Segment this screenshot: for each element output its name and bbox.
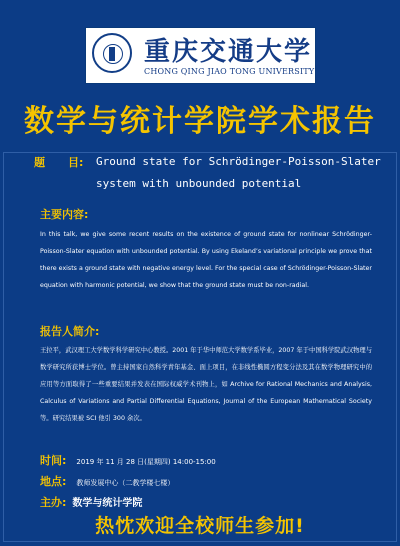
abstract-text: In this talk, we give some recent results on the existence of ground state for nonlinear Schrödinger-Poisson-Slater equation with unbounded potential. By using Ekeland’s variational principle we prove that there exists a ground state with negative energy level. For the special case of Schrödinger-Poisson-Slater equation with harmonic potential, we show that the ground state must be non-radial. xyxy=(40,231,372,289)
university-logo-banner xyxy=(85,27,316,84)
logo-name-en: CHONG QING JIAO TONG UNIVERSITY xyxy=(144,67,315,76)
place-value: 教师发展中心（二教学楼七楼） xyxy=(76,479,175,487)
host-row xyxy=(40,491,142,510)
time-label: 时间: xyxy=(40,454,67,467)
page-title: 数学与统计学院学术报告 xyxy=(24,104,376,139)
abstract-label: 主要内容: xyxy=(40,208,89,221)
logo-name-cn: 重庆交通大学 xyxy=(144,37,313,67)
place-row xyxy=(40,470,174,489)
topic-title-line2: system with unbounded potential xyxy=(96,177,302,190)
time-row xyxy=(40,449,216,468)
host-value: 数学与统计学院 xyxy=(72,498,143,509)
university-seal-icon xyxy=(92,33,132,73)
topic-title-line1: Ground state for Schrödinger-Poisson-Slater xyxy=(96,155,381,168)
place-label: 地点: xyxy=(40,475,67,488)
speaker-bio-text: 王拉平，武汉理工大学数学科学研究中心教授。2001 年于华中师范大学数学系毕业，2007 年于中国科学院武汉物理与数学研究所获博士学位。曾主持国家自然科学青年基金、面上项目，在非线性椭圆方程变分法及其在数学物理研究中的应用等方面取得了一些重要结果并发表在国际权威学术刊物上，如 Archive for Rational Mechanics and Analysis, Calculus of Variations and Partial Differential Equations, Journal of the European Mathematical Society 等。研究结果被 SCI 他引 300 余次。 xyxy=(40,347,373,422)
speaker-label: 报告人简介: xyxy=(40,325,100,338)
host-label: 主办: xyxy=(40,496,67,509)
topic-label: 题 目: xyxy=(34,156,84,169)
welcome-message: 热忱欢迎全校师生参加! xyxy=(95,515,305,537)
time-value: 2019 年 11 月 28 日(星期四) 14:00-15:00 xyxy=(76,458,216,466)
